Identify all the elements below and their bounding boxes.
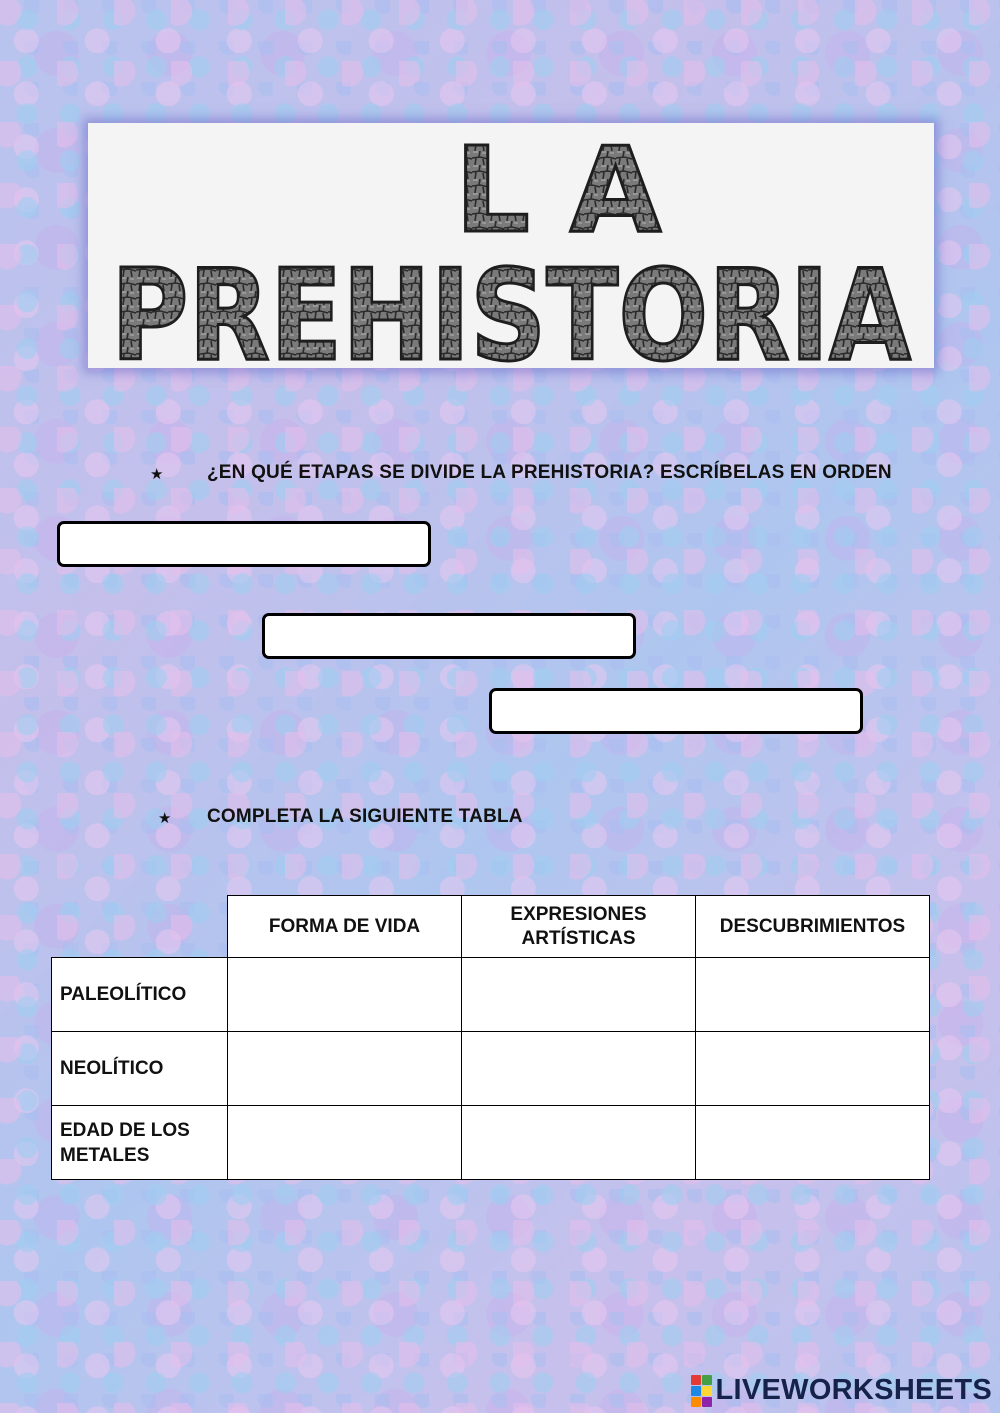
- answer-cell[interactable]: [228, 1106, 462, 1180]
- header-expresiones-artisticas: EXPRESIONES ARTÍSTICAS: [462, 896, 696, 958]
- table-row: [52, 958, 930, 1032]
- header-forma-de-vida: FORMA DE VIDA: [228, 896, 462, 958]
- answer-cell[interactable]: [462, 1106, 696, 1180]
- answer-box-etapa-1[interactable]: [57, 521, 431, 567]
- answer-box-etapa-3[interactable]: [489, 688, 863, 734]
- title-banner: [88, 121, 934, 389]
- answer-cell[interactable]: [696, 958, 930, 1032]
- star-bullet-icon: ★: [158, 810, 172, 827]
- table-corner: [52, 896, 228, 958]
- answer-cell[interactable]: [462, 958, 696, 1032]
- row-label-neolitico: NEOLÍTICO: [52, 1032, 228, 1106]
- table-row: [52, 1106, 930, 1180]
- liveworksheets-logo-icon: [691, 1375, 712, 1407]
- liveworksheets-brand[interactable]: LIVEWORKSHEETS: [715, 1374, 992, 1406]
- header-descubrimientos: DESCUBRIMIENTOS: [696, 896, 930, 958]
- liveworksheets-footer: [691, 1374, 993, 1407]
- answer-cell[interactable]: [696, 1032, 930, 1106]
- answer-cell[interactable]: [228, 1032, 462, 1106]
- banner-line-2: PREHISTORIA: [111, 242, 911, 389]
- stone-title-art: [88, 121, 934, 389]
- answer-box-etapa-2[interactable]: [262, 613, 636, 659]
- answer-cell[interactable]: [462, 1032, 696, 1106]
- star-bullet-icon: ★: [150, 466, 164, 483]
- answer-cell[interactable]: [228, 958, 462, 1032]
- banner-line-1: LA: [454, 121, 702, 259]
- table-header-row: [52, 896, 930, 958]
- question-tabla: COMPLETA LA SIGUIENTE TABLA: [207, 806, 523, 827]
- table-row: [52, 1032, 930, 1106]
- row-label-edad-de-los-metales: EDAD DE LOS METALES: [52, 1106, 228, 1180]
- question-etapas: ¿EN QUÉ ETAPAS SE DIVIDE LA PREHISTORIA? ESCRÍBELAS EN ORDEN: [207, 462, 892, 483]
- answer-cell[interactable]: [696, 1106, 930, 1180]
- row-label-paleolitico: PALEOLÍTICO: [52, 958, 228, 1032]
- prehistory-table: [51, 895, 930, 1180]
